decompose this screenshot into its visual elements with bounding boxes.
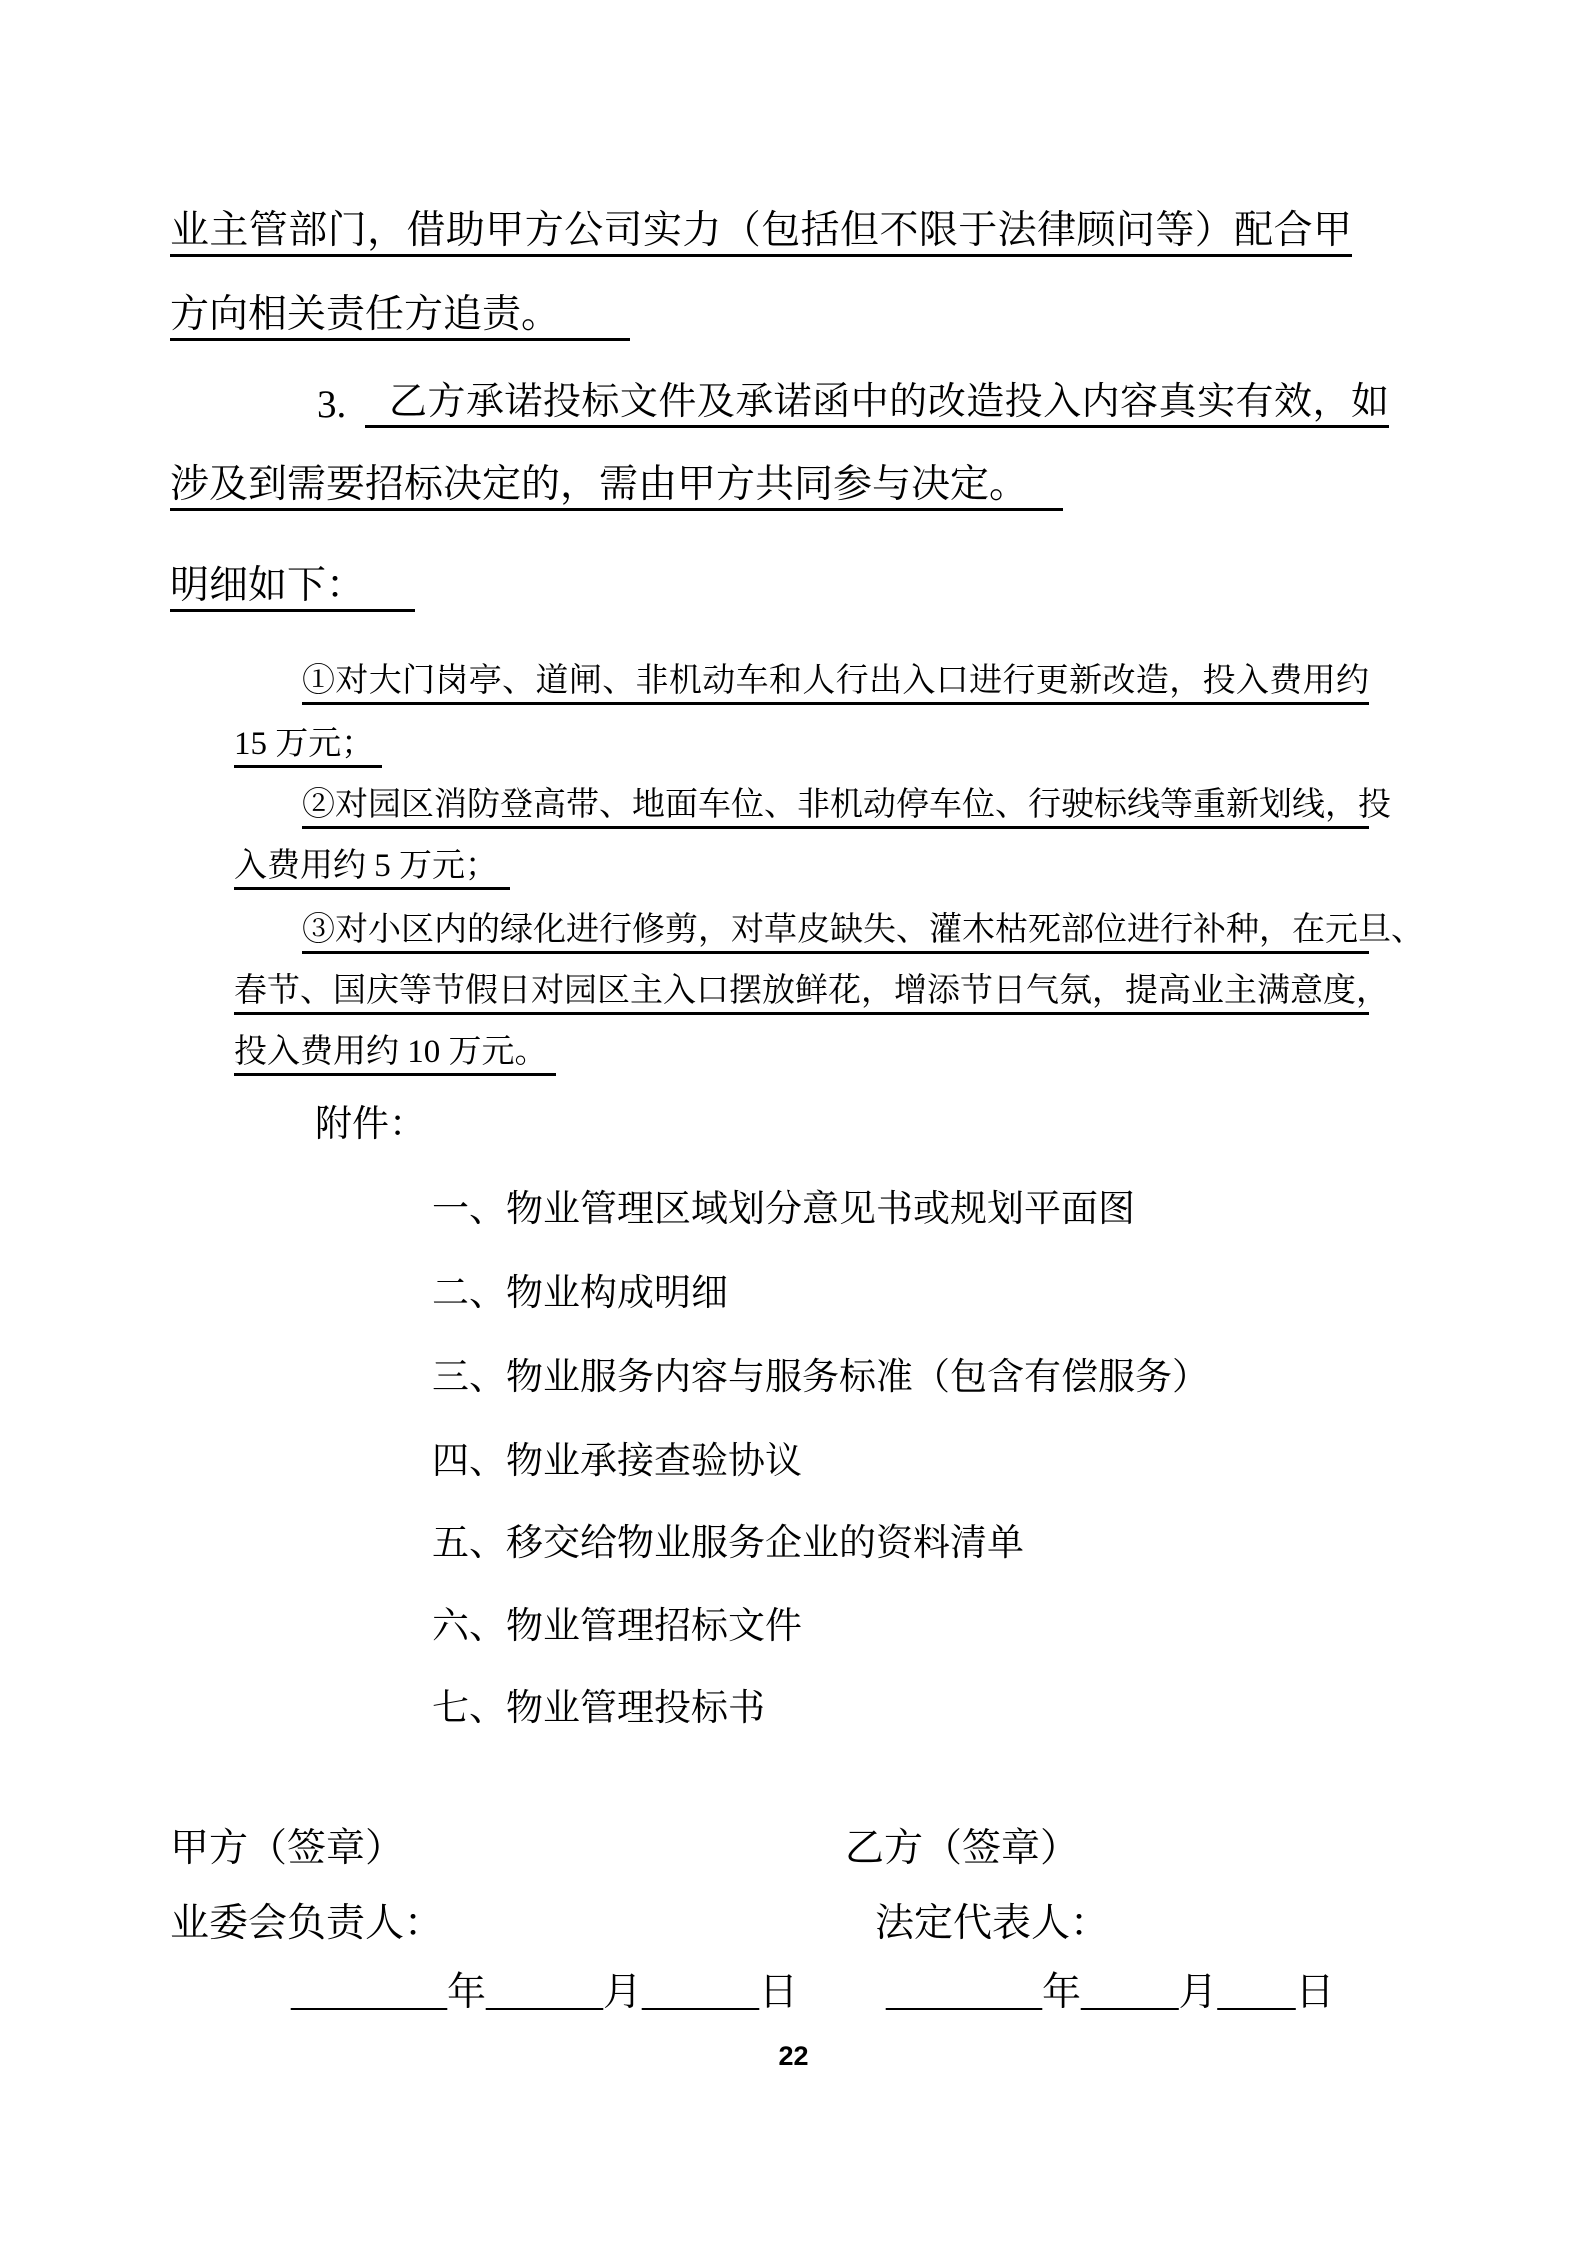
detail-heading: 明细如下： xyxy=(170,566,415,612)
detail-item-2-line-1: ②对园区消防登高带、地面车位、非机动停车位、行驶标线等重新划线，投 xyxy=(302,789,1369,829)
attachment-item-2: 二、物业构成明细 xyxy=(432,1273,728,1314)
party-a-date-line: ________年______月______日 xyxy=(291,1971,799,2014)
attachment-item-7: 七、物业管理投标书 xyxy=(432,1688,765,1729)
attachment-item-4: 四、物业承接查验协议 xyxy=(432,1441,802,1482)
party-b-signer-label: 法定代表人： xyxy=(875,1902,1110,1945)
attachment-item-6: 六、物业管理招标文件 xyxy=(432,1606,802,1647)
party-b-date-line: ________年_____月____日 xyxy=(886,1971,1335,2014)
para-1-line-1: 业主管部门，借助甲方公司实力（包括但不限于法律顾问等）配合甲 xyxy=(170,211,1352,257)
para-2-line-1: 乙方承诺投标文件及承诺函中的改造投入内容真实有效，如 xyxy=(365,383,1389,428)
attachment-item-3: 三、物业服务内容与服务标准（包含有偿服务） xyxy=(432,1357,1209,1398)
party-a-signer-label: 业委会负责人： xyxy=(170,1902,444,1945)
detail-item-3-line-3: 投入费用约 10 万元。 xyxy=(234,1036,556,1076)
detail-item-1-line-2: 15 万元； xyxy=(234,728,382,768)
detail-item-2-line-2: 入费用约 5 万元； xyxy=(234,850,510,890)
page-number: 22 xyxy=(778,2041,809,2071)
detail-item-1-line-1: ①对大门岗亭、道闸、非机动车和人行出入口进行更新改造，投入费用约 xyxy=(302,665,1369,705)
party-a-seal-label: 甲方（签章） xyxy=(170,1827,405,1870)
party-b-seal-label: 乙方（签章） xyxy=(845,1827,1080,1870)
attachment-item-5: 五、移交给物业服务企业的资料清单 xyxy=(432,1523,1024,1564)
para-2-line-2: 涉及到需要招标决定的，需由甲方共同参与决定。 xyxy=(170,465,1063,511)
detail-item-3-line-1: ③对小区内的绿化进行修剪，对草皮缺失、灌木枯死部位进行补种，在元旦、 xyxy=(302,914,1369,954)
para-1-line-2: 方向相关责任方追责。 xyxy=(170,295,630,341)
detail-item-3-line-2: 春节、国庆等节假日对园区主入口摆放鲜花，增添节日气氛，提高业主满意度， xyxy=(234,975,1369,1015)
para-2-number: 3. xyxy=(317,383,347,426)
attachment-item-1: 一、物业管理区域划分意见书或规划平面图 xyxy=(432,1189,1135,1230)
attachments-heading: 附件： xyxy=(315,1104,426,1145)
